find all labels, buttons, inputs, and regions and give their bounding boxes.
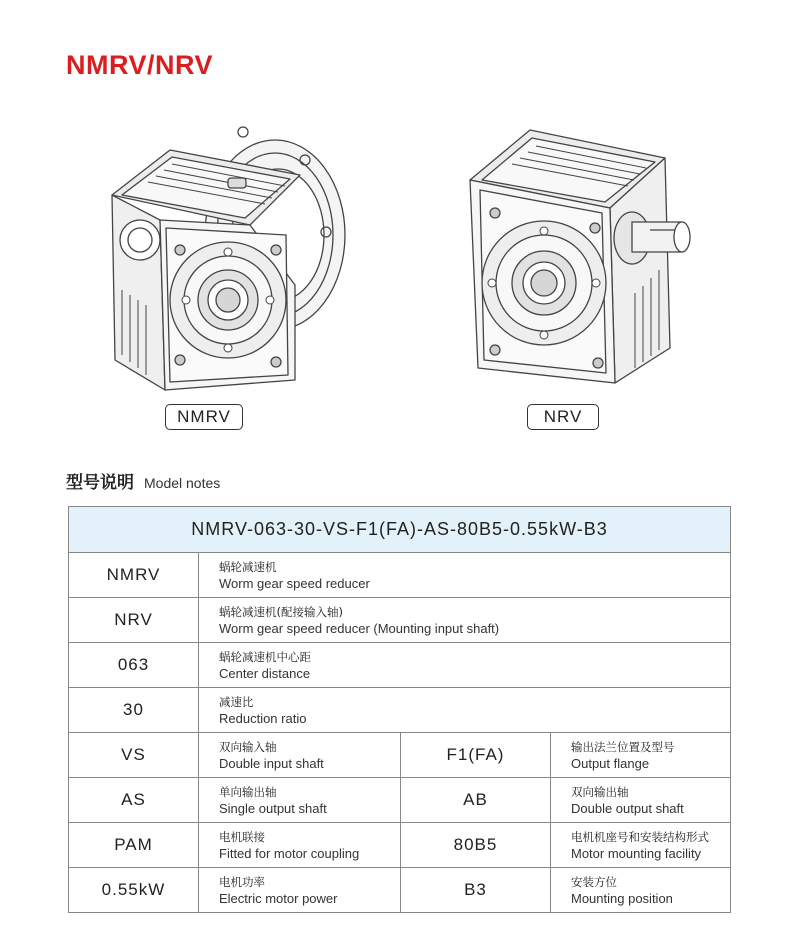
row-code: NRV [69,598,199,643]
table-row [69,733,731,778]
nrv-label: NRV [527,404,599,430]
row-code: NMRV [69,553,199,598]
nmrv-product-image [100,100,360,400]
description-zh: 电机功率 [219,874,265,889]
table-row [69,553,731,598]
row-code: 0.55kW [69,868,199,913]
row-code: PAM [69,823,199,868]
model-code-header: NMRV-063-30-VS-F1(FA)-AS-80B5-0.55kW-B3 [69,507,731,553]
model-notes-table [68,506,731,913]
table-row [69,598,731,643]
row-code: 30 [69,688,199,733]
row-code: 80B5 [401,823,551,868]
row-code: F1(FA) [401,733,551,778]
description-zh: 双向输入轴 [219,739,277,754]
description-en: Output flange [571,755,650,771]
row-description [199,553,731,598]
row-description [551,868,731,913]
row-description [199,733,401,778]
row-code: B3 [401,868,551,913]
page-title: NMRV/NRV [66,50,214,80]
description-zh: 输出法兰位置及型号 [571,739,675,754]
description-zh: 电机联接 [219,829,265,844]
row-description [199,868,401,913]
description-zh: 单向输出轴 [219,784,277,799]
description-en: Mounting position [571,890,673,906]
description-en: Fitted for motor coupling [219,845,360,861]
description-en: Electric motor power [219,890,338,906]
description-zh: 双向输出轴 [571,784,629,799]
table-row [69,688,731,733]
description-zh: 电机机座号和安装结构形式 [571,829,709,844]
description-zh: 安装方位 [571,874,617,889]
description-en: Single output shaft [219,800,327,816]
description-zh: 蜗轮减速机中心距 [219,649,311,664]
row-code: AS [69,778,199,823]
nrv-product-image [450,118,700,398]
description-en: Motor mounting facility [571,845,702,861]
table-row [69,823,731,868]
description-en: Double output shaft [571,800,684,816]
table-row [69,643,731,688]
description-en: Worm gear speed reducer [219,575,370,591]
section-title-en: Model notes [144,475,221,491]
description-en: Center distance [219,665,311,681]
row-description [551,733,731,778]
row-code: AB [401,778,551,823]
row-description [199,823,401,868]
row-description [199,688,731,733]
description-zh: 蜗轮减速机(配接输入轴) [219,604,343,619]
description-en: Worm gear speed reducer (Mounting input shaft) [219,620,500,636]
row-description [199,778,401,823]
row-description [199,643,731,688]
row-description [551,823,731,868]
row-description [199,598,731,643]
row-code: VS [69,733,199,778]
table-row [69,778,731,823]
description-en: Reduction ratio [219,710,307,726]
description-zh: 蜗轮减速机 [219,559,277,574]
description-zh: 减速比 [219,694,254,709]
table-row [69,868,731,913]
section-heading [66,468,220,493]
row-code: 063 [69,643,199,688]
row-description [551,778,731,823]
section-title-zh: 型号说明 [66,473,134,493]
description-en: Double input shaft [219,755,324,771]
nmrv-label: NMRV [165,404,243,430]
